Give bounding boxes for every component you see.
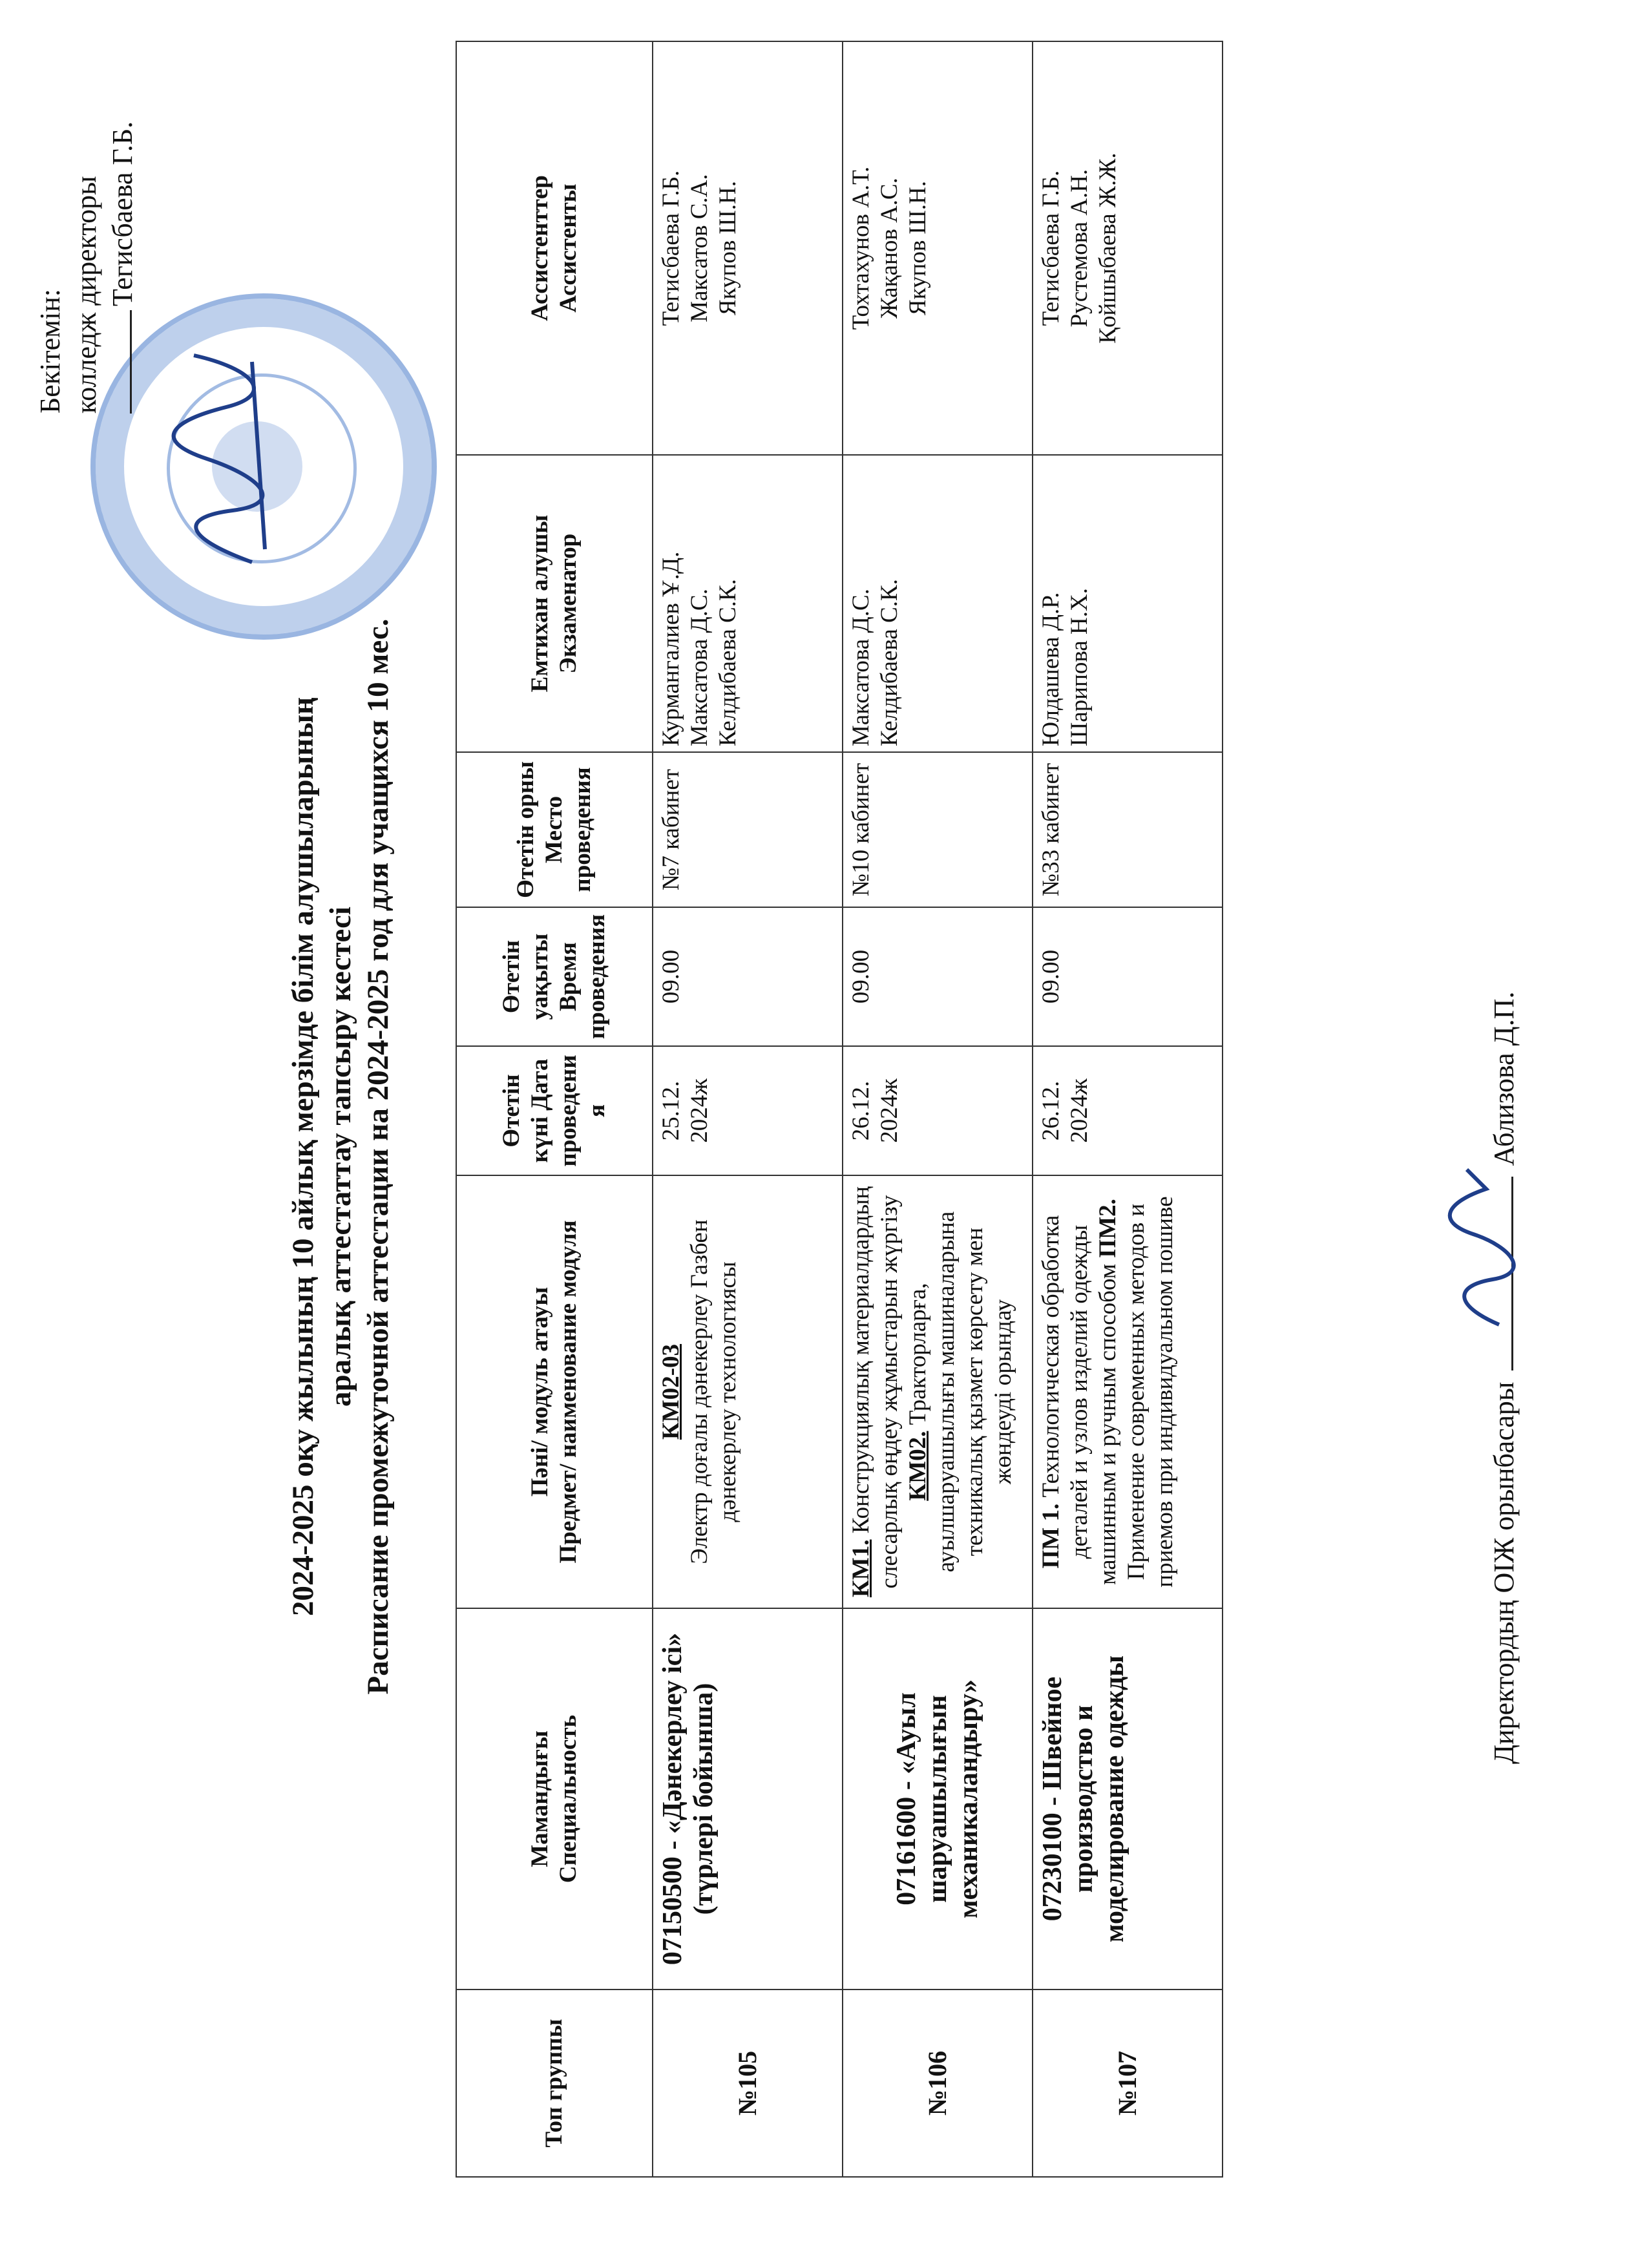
specialty-cell: 07230100 - Швейное производство и моделирование одежды xyxy=(1033,1608,1223,1990)
place-cell: №7 кабинет xyxy=(653,752,843,907)
header-specialty: Мамандығы Специальность xyxy=(456,1608,653,1990)
table-row xyxy=(1033,41,1223,2177)
time-cell: 09.00 xyxy=(653,907,843,1046)
place-cell: №10 кабинет xyxy=(843,752,1033,907)
title-line-1: 2024-2025 оқу жылының 10 айлық мерзімде білім алушыларының xyxy=(286,697,320,1617)
title-line-3: Расписание промежуточной аттестации на 2024-2025 год для учащихся 10 мес. xyxy=(361,618,395,1695)
header-time: Өтетін уақыты Время проведения xyxy=(456,907,653,1046)
place-cell: №33 кабинет xyxy=(1033,752,1223,907)
header-assistants: Ассистенттер Ассистенты xyxy=(456,41,653,455)
time-cell: 09.00 xyxy=(843,907,1033,1046)
footer-signature xyxy=(1486,536,1522,1764)
table-header-row xyxy=(456,41,653,2177)
header-place: Өтетін орны Место проведения xyxy=(456,752,653,907)
module-cell: КМ1. Конструкциялық материалдардың слесарлық өңдеу жұмыстарын жүргізу КМ02. Тракторларға, ауылшаруашылығы машиналарына техникалық қызмет көрсету мен жөндеуді орындау xyxy=(843,1175,1033,1608)
document-title xyxy=(284,381,397,1932)
examiner-cell: Юлдашева Д.Р. Шарипова Н.Х. xyxy=(1033,455,1223,752)
group-cell: №105 xyxy=(653,1990,843,2177)
examiner-cell: Максатова Д.С. Келдибаева С.К. xyxy=(843,455,1033,752)
title-line-2: аралық аттестаттау тапсыру кестесі xyxy=(324,907,357,1407)
date-cell: 26.12. 2024ж xyxy=(843,1046,1033,1175)
schedule-table xyxy=(456,41,1223,2178)
table-row xyxy=(843,41,1033,2177)
table-row xyxy=(653,41,843,2177)
approval-label: Бекітемін: xyxy=(34,289,66,414)
assistants-cell: Тегисбаева Г.Б. Максатов С.А. Якупов Ш.Н. xyxy=(653,41,843,455)
module-cell: ПМ 1. Технологическая обработка деталей и узлов изделий одежды машинным и ручным способом ПМ2. Применение современных методов и приемов при индивидуальном пошиве xyxy=(1033,1175,1223,1608)
header-examiner: Емтихан алушы Экзаменатор xyxy=(456,455,653,752)
date-cell: 26.12. 2024ж xyxy=(1033,1046,1223,1175)
header-group: Топ группы xyxy=(456,1990,653,2177)
director-signature xyxy=(155,342,284,575)
header-date: Өтетін күні Дата проведения xyxy=(456,1046,653,1175)
date-cell: 25.12. 2024ж xyxy=(653,1046,843,1175)
time-cell: 09.00 xyxy=(1033,907,1223,1046)
assistants-cell: Тохтахунов А.Т. Жақанов А.С. Якупов Ш.Н. xyxy=(843,41,1033,455)
deputy-signature xyxy=(1441,1163,1518,1331)
approval-name: Тегисбаева Г.Б. xyxy=(107,121,138,306)
examiner-cell: Курмангалиев Ұ.Д. Максатова Д.С. Келдибаева С.К. xyxy=(653,455,843,752)
module-cell: КМ02-03 Электр доғалы дәнекерлеу Газбен дәнекерлеу технологиясы xyxy=(653,1175,843,1608)
footer-position: Директордың ОІЖ орынбасары xyxy=(1488,1381,1520,1764)
header-module: Пәні/ модуль атауы Предмет/ наименование модуля xyxy=(456,1175,653,1608)
group-cell: №106 xyxy=(843,1990,1033,2177)
approval-position: колледж директоры xyxy=(70,176,102,414)
assistants-cell: Тегисбаева Г.Б. Рустемова А.Н. Қойшыбаева Ж.Ж. xyxy=(1033,41,1223,455)
specialty-cell: 07161600 - «Ауыл шаруашылығын механикаландыру» xyxy=(843,1608,1033,1990)
specialty-cell: 07150500 - «Дәнекерлеу ісі» (түрлері бойынша) xyxy=(653,1608,843,1990)
footer-name: Аблизова Д.П. xyxy=(1488,991,1520,1166)
group-cell: №107 xyxy=(1033,1990,1223,2177)
approval-block xyxy=(32,32,141,414)
